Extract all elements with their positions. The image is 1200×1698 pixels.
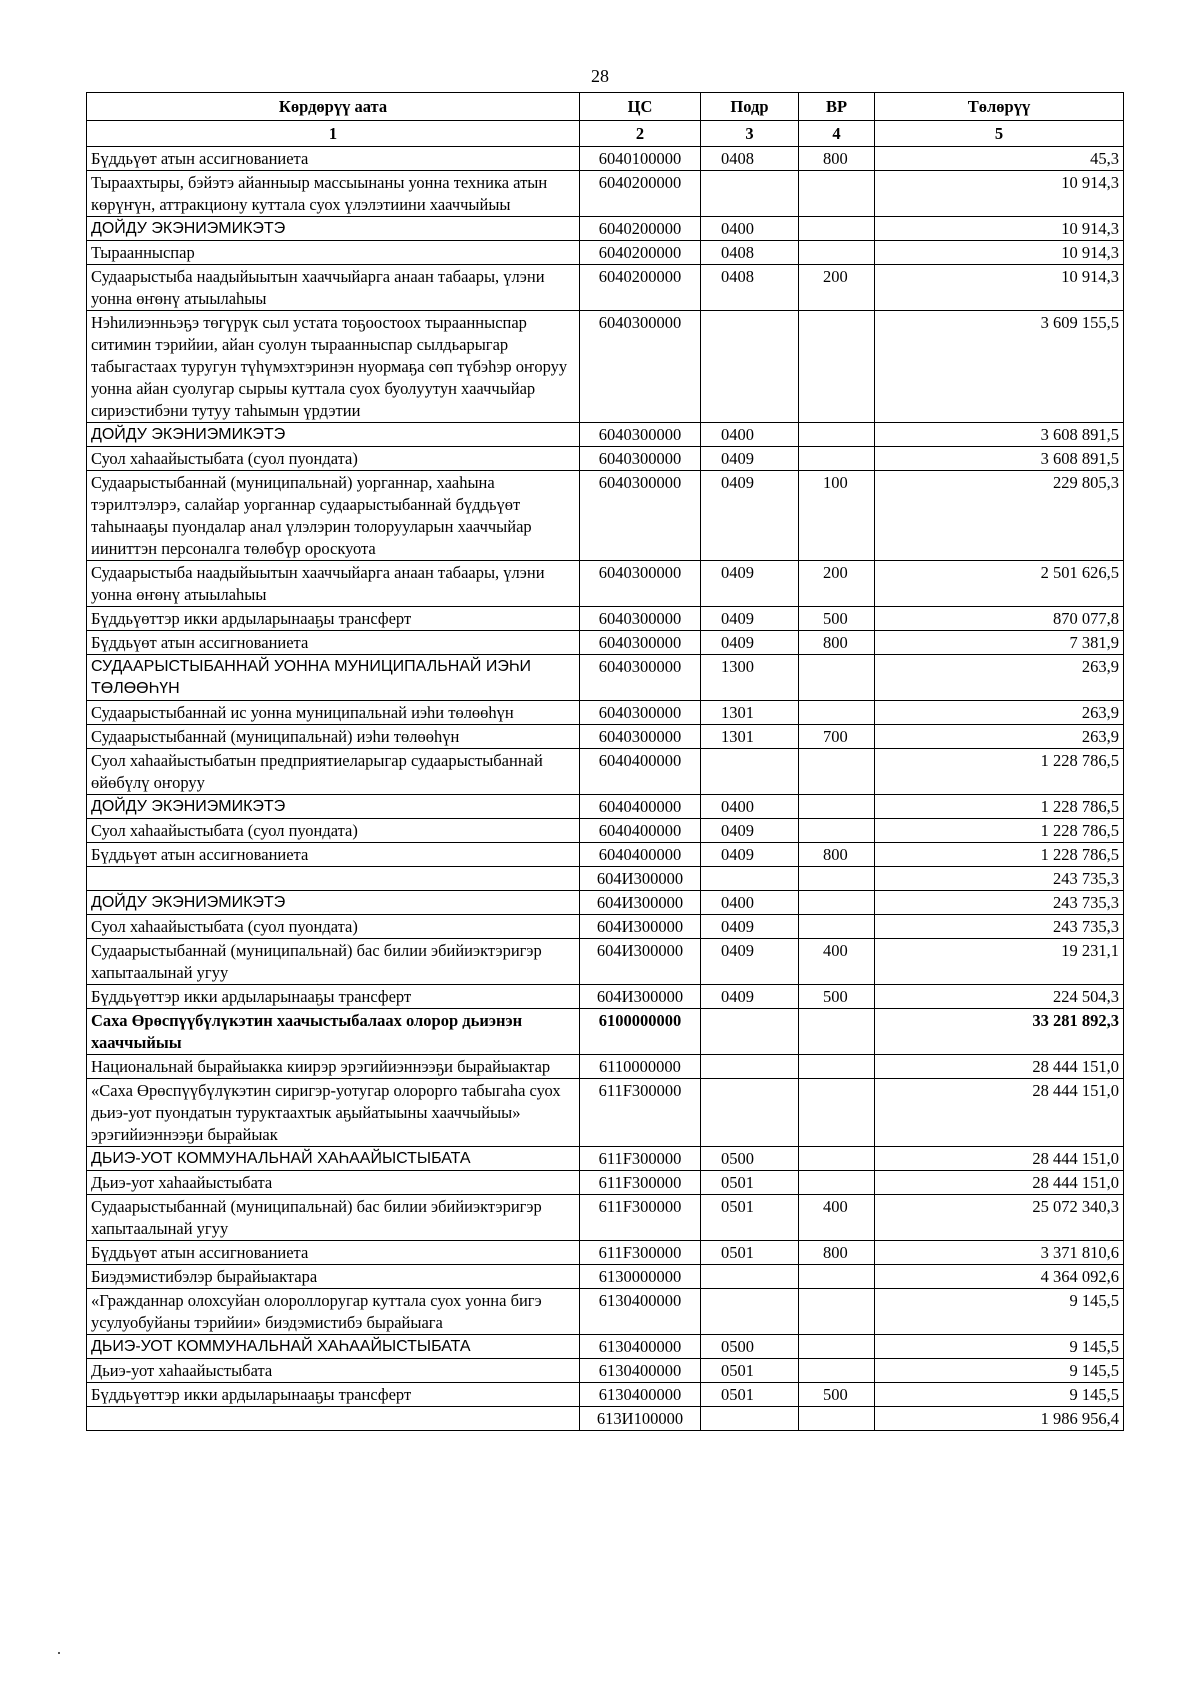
row-sum-cell: 9 145,5 — [875, 1335, 1124, 1359]
row-cs-cell: 6040400000 — [580, 819, 701, 843]
table-row — [87, 1147, 1124, 1171]
row-sum-cell: 9 145,5 — [875, 1359, 1124, 1383]
table-row — [87, 171, 1124, 217]
row-cs-cell: 611F300000 — [580, 1241, 701, 1265]
row-cs-cell: 611F300000 — [580, 1171, 701, 1195]
row-vr-cell — [799, 171, 875, 217]
table-body — [87, 147, 1124, 1431]
row-name-cell: ДОЙДУ ЭКЭНИЭМИКЭТЭ — [87, 795, 580, 819]
row-cs-cell: 6040400000 — [580, 843, 701, 867]
row-sum-cell: 10 914,3 — [875, 171, 1124, 217]
table-row — [87, 1265, 1124, 1289]
row-name-cell — [87, 867, 580, 891]
row-sum-cell: 870 077,8 — [875, 607, 1124, 631]
header-sum: Төлөрүү — [875, 93, 1124, 121]
row-name-cell: Судаарыстыбаннай (муниципальнай) уорганнар, хааһына тэрилтэлэрэ, салайар уорганнар судаарыстыбаннай бүддьүөт таһынааҕы пуондалар анал үлэлэрин толорууларын хааччыйар ииниттэн персоналга төлөбүр ороскуота — [87, 471, 580, 561]
table-row — [87, 891, 1124, 915]
row-vr-cell: 100 — [799, 471, 875, 561]
row-name-cell: Биэдэмистибэлэр бырайыактара — [87, 1265, 580, 1289]
table-row — [87, 843, 1124, 867]
row-vr-cell — [799, 1335, 875, 1359]
row-cs-cell: 6130000000 — [580, 1265, 701, 1289]
table-row — [87, 1055, 1124, 1079]
table-row — [87, 867, 1124, 891]
table-row — [87, 1335, 1124, 1359]
row-sum-cell: 10 914,3 — [875, 265, 1124, 311]
row-name-cell: Судаарыстыбаннай (муниципальнай) бас билии эбийиэктэригэр хапытаалынай угуу — [87, 939, 580, 985]
row-cs-cell: 6040200000 — [580, 217, 701, 241]
row-sum-cell: 243 735,3 — [875, 915, 1124, 939]
row-vr-cell: 500 — [799, 607, 875, 631]
row-cs-cell: 611F300000 — [580, 1079, 701, 1147]
row-vr-cell: 200 — [799, 561, 875, 607]
row-vr-cell — [799, 655, 875, 701]
row-podr-cell — [701, 171, 799, 217]
row-podr-cell — [701, 749, 799, 795]
row-name-cell: ДЬИЭ-УОТ КОММУНАЛЬНАЙ ХАҺААЙЫСТЫБАТА — [87, 1147, 580, 1171]
row-cs-cell: 6040300000 — [580, 655, 701, 701]
scan-speck — [58, 1652, 60, 1654]
row-name-cell: Бүддьүөт атын ассигнованиета — [87, 1241, 580, 1265]
row-name-cell: Саха Өрөспүүбүлүкэтин хаачыстыбалаах олорор дьиэнэн хааччыйыы — [87, 1009, 580, 1055]
row-name-cell: Судаарыстыба наадыйыытын хааччыйарга анаан табаары, үлэни уонна өҥөнү атыылаһыы — [87, 561, 580, 607]
row-cs-cell: 6130400000 — [580, 1359, 701, 1383]
row-vr-cell — [799, 1055, 875, 1079]
row-name-cell: Судаарыстыбаннай (муниципальнай) бас билии эбийиэктэригэр хапытаалынай угуу — [87, 1195, 580, 1241]
row-podr-cell — [701, 1055, 799, 1079]
row-sum-cell: 1 228 786,5 — [875, 819, 1124, 843]
row-name-cell — [87, 1407, 580, 1431]
row-sum-cell: 1 228 786,5 — [875, 749, 1124, 795]
table-row — [87, 1359, 1124, 1383]
row-name-cell: Судаарыстыбаннай ис уонна муниципальнай иэһи төлөөһүн — [87, 701, 580, 725]
row-cs-cell: 6040400000 — [580, 749, 701, 795]
table-row — [87, 1079, 1124, 1147]
row-cs-cell: 6040300000 — [580, 423, 701, 447]
row-podr-cell: 0400 — [701, 795, 799, 819]
row-podr-cell: 1301 — [701, 725, 799, 749]
row-podr-cell: 0408 — [701, 147, 799, 171]
row-podr-cell: 0409 — [701, 985, 799, 1009]
row-vr-cell — [799, 1265, 875, 1289]
table-row — [87, 1171, 1124, 1195]
table-row — [87, 217, 1124, 241]
row-cs-cell: 604И300000 — [580, 939, 701, 985]
row-sum-cell: 1 228 786,5 — [875, 843, 1124, 867]
row-podr-cell: 0409 — [701, 843, 799, 867]
header-cs: ЦС — [580, 93, 701, 121]
row-vr-cell — [799, 423, 875, 447]
row-vr-cell: 800 — [799, 147, 875, 171]
row-podr-cell: 1300 — [701, 655, 799, 701]
row-podr-cell: 0400 — [701, 891, 799, 915]
row-cs-cell: 6040300000 — [580, 471, 701, 561]
row-podr-cell: 0409 — [701, 607, 799, 631]
row-podr-cell: 0501 — [701, 1359, 799, 1383]
header-name: Көрдөрүү аата — [87, 93, 580, 121]
row-cs-cell: 604И300000 — [580, 915, 701, 939]
row-name-cell: Дьиэ-уот хаһаайыстыбата — [87, 1359, 580, 1383]
row-cs-cell: 6040300000 — [580, 631, 701, 655]
row-sum-cell: 28 444 151,0 — [875, 1055, 1124, 1079]
row-cs-cell: 6040300000 — [580, 607, 701, 631]
row-sum-cell: 9 145,5 — [875, 1289, 1124, 1335]
table-row — [87, 1407, 1124, 1431]
table-row — [87, 607, 1124, 631]
row-vr-cell — [799, 915, 875, 939]
row-podr-cell — [701, 1009, 799, 1055]
row-vr-cell — [799, 1147, 875, 1171]
row-podr-cell: 0409 — [701, 631, 799, 655]
row-cs-cell: 6040200000 — [580, 265, 701, 311]
row-cs-cell: 6040200000 — [580, 171, 701, 217]
row-vr-cell — [799, 867, 875, 891]
row-sum-cell: 4 364 092,6 — [875, 1265, 1124, 1289]
table-row — [87, 985, 1124, 1009]
row-podr-cell: 0500 — [701, 1147, 799, 1171]
row-cs-cell: 6100000000 — [580, 1009, 701, 1055]
table-row — [87, 1383, 1124, 1407]
row-cs-cell: 613И100000 — [580, 1407, 701, 1431]
row-cs-cell: 6040300000 — [580, 725, 701, 749]
row-podr-cell — [701, 1265, 799, 1289]
table-row — [87, 1241, 1124, 1265]
row-sum-cell: 19 231,1 — [875, 939, 1124, 985]
row-sum-cell: 25 072 340,3 — [875, 1195, 1124, 1241]
header-podr: Подр — [701, 93, 799, 121]
row-podr-cell: 0409 — [701, 471, 799, 561]
header-number: 4 — [799, 121, 875, 147]
row-sum-cell: 28 444 151,0 — [875, 1171, 1124, 1195]
row-podr-cell — [701, 1289, 799, 1335]
row-podr-cell: 0501 — [701, 1195, 799, 1241]
row-cs-cell: 6040200000 — [580, 241, 701, 265]
table-row — [87, 423, 1124, 447]
row-cs-cell: 6130400000 — [580, 1335, 701, 1359]
row-name-cell: Дьиэ-уот хаһаайыстыбата — [87, 1171, 580, 1195]
row-podr-cell: 0409 — [701, 561, 799, 607]
row-name-cell: Судаарыстыба наадыйыытын хааччыйарга анаан табаары, үлэни уонна өҥөнү атыылаһыы — [87, 265, 580, 311]
row-sum-cell: 243 735,3 — [875, 891, 1124, 915]
row-name-cell: Суол хаһаайыстыбатын предприятиеларыгар судаарыстыбаннай өйөбүлү оҥоруу — [87, 749, 580, 795]
header-number: 3 — [701, 121, 799, 147]
row-name-cell: Судаарыстыбаннай (муниципальнай) иэһи төлөөһүн — [87, 725, 580, 749]
row-vr-cell — [799, 701, 875, 725]
row-sum-cell: 45,3 — [875, 147, 1124, 171]
row-sum-cell: 9 145,5 — [875, 1383, 1124, 1407]
row-cs-cell: 6130400000 — [580, 1289, 701, 1335]
table-row — [87, 561, 1124, 607]
row-podr-cell: 0408 — [701, 241, 799, 265]
table-row — [87, 701, 1124, 725]
row-cs-cell: 6110000000 — [580, 1055, 701, 1079]
row-sum-cell: 1 228 786,5 — [875, 795, 1124, 819]
row-name-cell: ДОЙДУ ЭКЭНИЭМИКЭТЭ — [87, 423, 580, 447]
row-sum-cell: 229 805,3 — [875, 471, 1124, 561]
table-row — [87, 655, 1124, 701]
row-name-cell: Бүддьүөттэр икки ардыларынааҕы трансферт — [87, 607, 580, 631]
row-name-cell: Тыраанныспар — [87, 241, 580, 265]
row-cs-cell: 611F300000 — [580, 1147, 701, 1171]
row-podr-cell: 0501 — [701, 1383, 799, 1407]
table-row — [87, 915, 1124, 939]
row-podr-cell: 0409 — [701, 915, 799, 939]
row-cs-cell: 604И300000 — [580, 867, 701, 891]
row-name-cell: Суол хаһаайыстыбата (суол пуондата) — [87, 915, 580, 939]
table-row — [87, 265, 1124, 311]
header-vr: ВР — [799, 93, 875, 121]
budget-table — [86, 92, 1124, 1431]
table-row — [87, 471, 1124, 561]
row-name-cell: «Саха Өрөспүүбүлүкэтин сиригэр-уотугар олорорго табыгаһа суох дьиэ-уот пуондатын туруктаахтык аҕыйатыыны хааччыйыы» эрэгийиэннээҕи бырайыак — [87, 1079, 580, 1147]
row-podr-cell: 0400 — [701, 217, 799, 241]
row-vr-cell — [799, 447, 875, 471]
table-row — [87, 631, 1124, 655]
row-name-cell: «Гражданнар олохсуйан олороллоругар куттала суох уонна бигэ усулуобуйаны тэрийии» биэдэмистибэ бырайыага — [87, 1289, 580, 1335]
row-sum-cell: 1 986 956,4 — [875, 1407, 1124, 1431]
row-vr-cell — [799, 1289, 875, 1335]
table-row — [87, 1195, 1124, 1241]
row-podr-cell — [701, 1079, 799, 1147]
row-sum-cell: 28 444 151,0 — [875, 1147, 1124, 1171]
row-sum-cell: 10 914,3 — [875, 241, 1124, 265]
row-name-cell: Национальнай бырайыакка киирэр эрэгийиэннээҕи бырайыактар — [87, 1055, 580, 1079]
table-row — [87, 725, 1124, 749]
row-cs-cell: 611F300000 — [580, 1195, 701, 1241]
row-vr-cell — [799, 795, 875, 819]
row-name-cell: Бүддьүөт атын ассигнованиета — [87, 631, 580, 655]
row-name-cell: Тыраахтыры, бэйэтэ айанныыр массыынаны уонна техника атын көрүҥүн, аттракциону куттала суох үлэлэтиини хааччыйыы — [87, 171, 580, 217]
row-sum-cell: 263,9 — [875, 701, 1124, 725]
header-number-row — [87, 121, 1124, 147]
row-cs-cell: 6040300000 — [580, 447, 701, 471]
table-row — [87, 311, 1124, 423]
table-row — [87, 749, 1124, 795]
row-cs-cell: 6040300000 — [580, 701, 701, 725]
row-cs-cell: 6040400000 — [580, 795, 701, 819]
row-cs-cell: 604И300000 — [580, 985, 701, 1009]
row-cs-cell: 6130400000 — [580, 1383, 701, 1407]
row-vr-cell — [799, 1171, 875, 1195]
table-row — [87, 1009, 1124, 1055]
row-podr-cell: 0500 — [701, 1335, 799, 1359]
row-cs-cell: 6040100000 — [580, 147, 701, 171]
table-row — [87, 241, 1124, 265]
table-row — [87, 147, 1124, 171]
header-number: 5 — [875, 121, 1124, 147]
row-podr-cell — [701, 867, 799, 891]
row-sum-cell: 263,9 — [875, 655, 1124, 701]
row-vr-cell — [799, 1079, 875, 1147]
row-sum-cell: 263,9 — [875, 725, 1124, 749]
row-vr-cell: 800 — [799, 1241, 875, 1265]
header-number: 2 — [580, 121, 701, 147]
row-podr-cell: 0409 — [701, 939, 799, 985]
row-podr-cell: 0408 — [701, 265, 799, 311]
row-podr-cell: 0409 — [701, 819, 799, 843]
row-name-cell: ДЬИЭ-УОТ КОММУНАЛЬНАЙ ХАҺААЙЫСТЫБАТА — [87, 1335, 580, 1359]
row-name-cell: СУДААРЫСТЫБАННАЙ УОННА МУНИЦИПАЛЬНАЙ ИЭҺИ ТӨЛӨӨҺҮН — [87, 655, 580, 701]
row-name-cell: Суол хаһаайыстыбата (суол пуондата) — [87, 819, 580, 843]
row-vr-cell — [799, 217, 875, 241]
row-name-cell: ДОЙДУ ЭКЭНИЭМИКЭТЭ — [87, 891, 580, 915]
row-sum-cell: 2 501 626,5 — [875, 561, 1124, 607]
row-name-cell: Бүддьүөттэр икки ардыларынааҕы трансферт — [87, 1383, 580, 1407]
row-sum-cell: 243 735,3 — [875, 867, 1124, 891]
row-vr-cell: 800 — [799, 631, 875, 655]
row-name-cell: ДОЙДУ ЭКЭНИЭМИКЭТЭ — [87, 217, 580, 241]
table-row — [87, 795, 1124, 819]
row-cs-cell: 6040300000 — [580, 311, 701, 423]
table-row — [87, 819, 1124, 843]
row-podr-cell: 0501 — [701, 1241, 799, 1265]
row-podr-cell — [701, 1407, 799, 1431]
row-vr-cell — [799, 819, 875, 843]
row-vr-cell — [799, 1407, 875, 1431]
row-podr-cell — [701, 311, 799, 423]
row-sum-cell: 3 609 155,5 — [875, 311, 1124, 423]
row-podr-cell: 0409 — [701, 447, 799, 471]
row-sum-cell: 3 608 891,5 — [875, 447, 1124, 471]
row-sum-cell: 3 608 891,5 — [875, 423, 1124, 447]
row-name-cell: Бүддьүөт атын ассигнованиета — [87, 147, 580, 171]
row-name-cell: Нэһилиэнньэҕэ төгүрүк сыл устата тоҕоостоох тыраанныспар ситимин тэрийии, айан суолун тыраанныспар сылдьарыгар табыгастаах туругун түһүмэхтэринэн нуормаҕа сөп түбэһэр оҥоруу уонна айан суолугар сырыы куттала суох буолуутун хааччыйар сириэстибэни тутуу таһымын үрдэтии — [87, 311, 580, 423]
header-number: 1 — [87, 121, 580, 147]
table-row — [87, 939, 1124, 985]
row-vr-cell: 500 — [799, 1383, 875, 1407]
row-vr-cell — [799, 311, 875, 423]
page-number: 28 — [591, 66, 609, 86]
table-row — [87, 447, 1124, 471]
row-vr-cell — [799, 1359, 875, 1383]
row-cs-cell: 604И300000 — [580, 891, 701, 915]
row-vr-cell: 400 — [799, 939, 875, 985]
row-vr-cell — [799, 749, 875, 795]
row-vr-cell: 400 — [799, 1195, 875, 1241]
row-cs-cell: 6040300000 — [580, 561, 701, 607]
row-vr-cell — [799, 241, 875, 265]
row-vr-cell — [799, 1009, 875, 1055]
row-sum-cell: 28 444 151,0 — [875, 1079, 1124, 1147]
row-sum-cell: 10 914,3 — [875, 217, 1124, 241]
row-name-cell: Суол хаһаайыстыбата (суол пуондата) — [87, 447, 580, 471]
row-name-cell: Бүддьүөттэр икки ардыларынааҕы трансферт — [87, 985, 580, 1009]
row-vr-cell — [799, 891, 875, 915]
header-row — [87, 93, 1124, 121]
row-podr-cell: 1301 — [701, 701, 799, 725]
row-vr-cell: 200 — [799, 265, 875, 311]
row-podr-cell: 0501 — [701, 1171, 799, 1195]
row-podr-cell: 0400 — [701, 423, 799, 447]
row-vr-cell: 700 — [799, 725, 875, 749]
row-vr-cell: 500 — [799, 985, 875, 1009]
row-sum-cell: 33 281 892,3 — [875, 1009, 1124, 1055]
row-sum-cell: 3 371 810,6 — [875, 1241, 1124, 1265]
row-name-cell: Бүддьүөт атын ассигнованиета — [87, 843, 580, 867]
row-sum-cell: 7 381,9 — [875, 631, 1124, 655]
table-row — [87, 1289, 1124, 1335]
row-vr-cell: 800 — [799, 843, 875, 867]
row-sum-cell: 224 504,3 — [875, 985, 1124, 1009]
